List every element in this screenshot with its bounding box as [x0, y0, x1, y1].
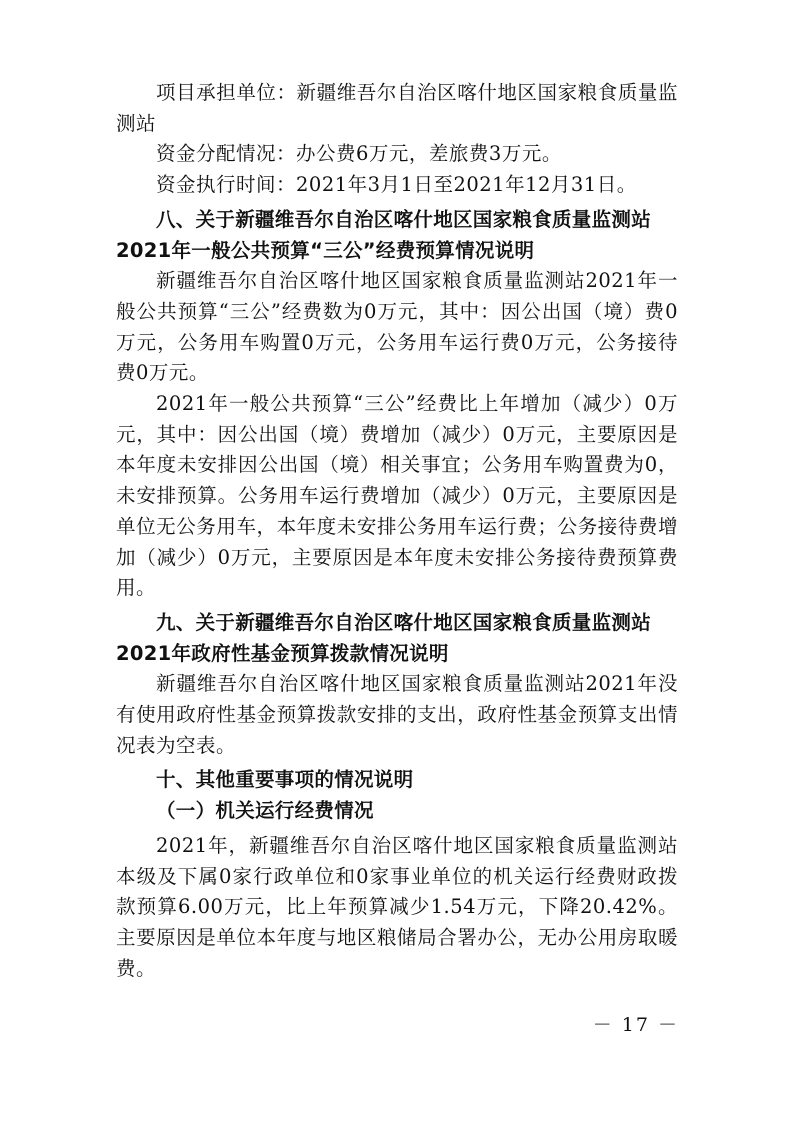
section-heading-9: 九、关于新疆维吾尔自治区喀什地区国家粮食质量监测站2021年政府性基金预算拨款情况说明 — [116, 610, 652, 665]
paragraph-undertaking-unit: 项目承担单位：新疆维吾尔自治区喀什地区国家粮食质量监测站 — [116, 81, 678, 135]
section-heading-10: 十、其他重要事项的情况说明 — [156, 768, 414, 792]
paragraph-government-fund: 新疆维吾尔自治区喀什地区国家粮食质量监测站2021年没有使用政府性基金预算拨款安排的支出，政府性基金预算支出情况表为空表。 — [116, 672, 678, 757]
section-heading-8: 八、关于新疆维吾尔自治区喀什地区国家粮食质量监测站2021年一般公共预算“三公”经费预算情况说明 — [116, 207, 652, 262]
paragraph-fund-allocation: 资金分配情况：办公费6万元，差旅费3万元。 — [156, 142, 562, 166]
document-body — [116, 78, 678, 984]
subsection-heading-operating-costs: （一）机关运行经费情况 — [156, 799, 374, 823]
page-number: － 17 － — [592, 1014, 679, 1036]
paragraph-operating-costs: 2021年，新疆维吾尔自治区喀什地区国家粮食质量监测站本级及下属0家行政单位和0家事业单位的机关运行经费财政拨款预算6.00万元，比上年预算减少1.54万元，下降20.42%。主要原因是单位本年度与地区粮储局合署办公，无办公用房取暖费。 — [116, 833, 678, 980]
paragraph-three-public-expenses: 新疆维吾尔自治区喀什地区国家粮食质量监测站2021年一般公共预算“三公”经费数为0万元，其中：因公出国（境）费0万元，公务用车购置0万元，公务用车运行费0万元，公务接待费0万元。 — [116, 269, 678, 385]
paragraph-three-public-change: 2021年一般公共预算“三公”经费比上年增加（减少）0万元，其中：因公出国（境）费增加（减少）0万元，主要原因是本年度未安排因公出国（境）相关事宜；公务用车购置费为0，未安排预算。公务用车运行费增加（减少）0万元，主要原因是单位无公务用车，本年度未安排公务用车运行费；公务接待费增加（减少）0万元，主要原因是本年度未安排公务接待费预算费用。 — [116, 392, 678, 600]
paragraph-fund-execution-time: 资金执行时间：2021年3月1日至2021年12月31日。 — [156, 173, 637, 197]
